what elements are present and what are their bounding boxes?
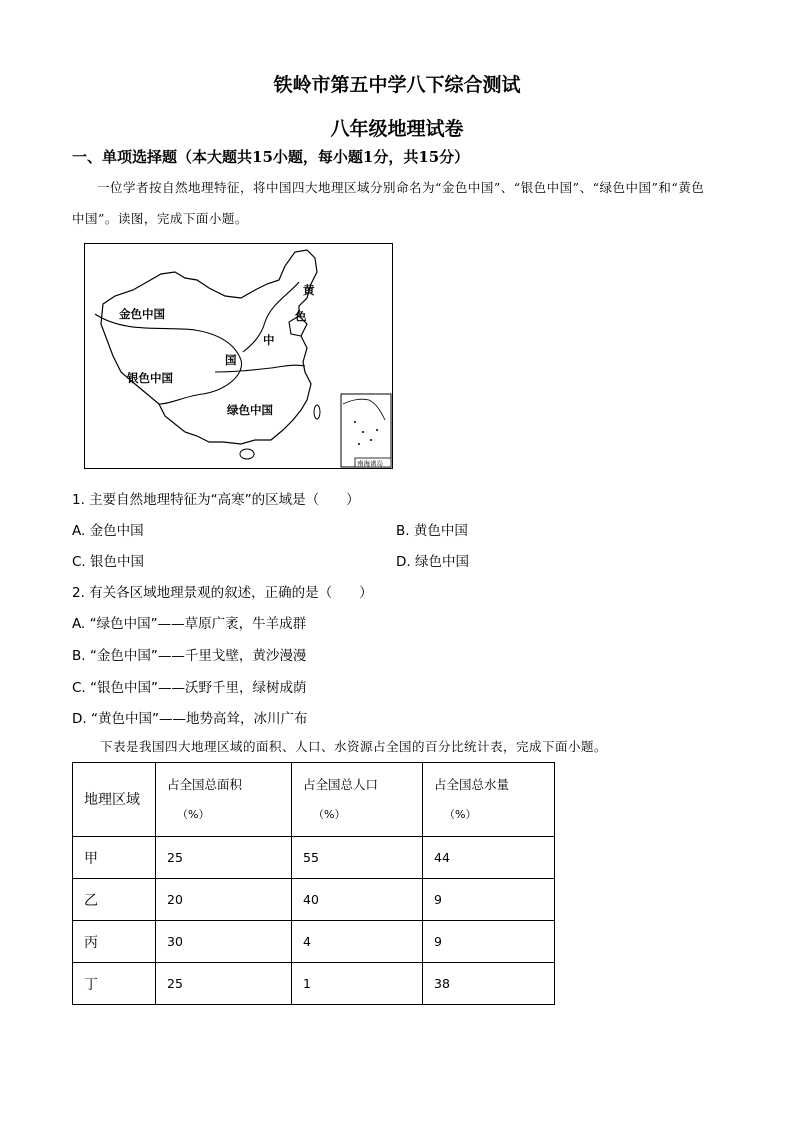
cell-water: 9 bbox=[423, 879, 555, 921]
label-yellow-char2: 色 bbox=[295, 309, 307, 323]
cell-population: 1 bbox=[292, 963, 423, 1005]
china-outline bbox=[101, 250, 317, 444]
header-area-label: 占全国总面积 bbox=[167, 776, 243, 792]
q1-option-c[interactable]: C. 银色中国 bbox=[72, 554, 145, 570]
cell-area: 25 bbox=[156, 837, 292, 879]
label-silver-china: 银色中国 bbox=[127, 371, 173, 385]
table-header-row bbox=[73, 763, 555, 837]
q2-option-b[interactable]: B. “金色中国”——千里戈壁，黄沙漫漫 bbox=[72, 648, 307, 664]
cell-region: 甲 bbox=[73, 837, 156, 879]
q1-option-a[interactable]: A. 金色中国 bbox=[72, 523, 144, 539]
header-population-label: 占全国总人口 bbox=[303, 776, 379, 792]
exam-subtitle: 八年级地理试卷 bbox=[330, 118, 464, 140]
cell-area: 25 bbox=[156, 963, 292, 1005]
cell-population: 4 bbox=[292, 921, 423, 963]
map-svg bbox=[85, 244, 392, 468]
label-yellow-char1: 黄 bbox=[303, 283, 315, 297]
header-region: 地理区域 bbox=[73, 763, 156, 837]
gold-region-boundary bbox=[95, 314, 241, 360]
q2-option-c[interactable]: C. “银色中国”——沃野千里，绿树成荫 bbox=[72, 680, 307, 696]
header-population bbox=[292, 763, 423, 837]
region-stats-table bbox=[72, 762, 555, 1005]
header-water bbox=[423, 763, 555, 837]
header-area-unit: （%） bbox=[177, 807, 210, 821]
table-row bbox=[73, 879, 555, 921]
inset-label: 南海诸岛 bbox=[357, 459, 383, 468]
taiwan-island bbox=[314, 405, 320, 419]
cell-region: 乙 bbox=[73, 879, 156, 921]
cell-area: 30 bbox=[156, 921, 292, 963]
q2-option-d[interactable]: D. “黄色中国”——地势高耸，冰川广布 bbox=[72, 711, 308, 727]
china-regions-map bbox=[84, 243, 393, 469]
q1-stem: 1. 主要自然地理特征为“高寒”的区域是（ ） bbox=[72, 492, 360, 508]
south-sea-inset bbox=[341, 394, 391, 467]
section-heading: 一、单项选择题（本大题共15小题，每小题1分，共15分） bbox=[72, 148, 470, 166]
label-yellow-char3: 中 bbox=[263, 333, 275, 347]
label-yellow-char4: 国 bbox=[225, 353, 237, 367]
table-row bbox=[73, 963, 555, 1005]
header-area bbox=[156, 763, 292, 837]
table-row bbox=[73, 921, 555, 963]
q2-option-a[interactable]: A. “绿色中国”——草原广袤，牛羊成群 bbox=[72, 616, 307, 632]
cell-population: 40 bbox=[292, 879, 423, 921]
q1-option-d[interactable]: D. 绿色中国 bbox=[396, 554, 469, 570]
cell-region: 丁 bbox=[73, 963, 156, 1005]
header-water-label: 占全国总水量 bbox=[434, 776, 510, 792]
exam-title: 铁岭市第五中学八下综合测试 bbox=[273, 74, 521, 96]
q2-stem: 2. 有关各区域地理景观的叙述，正确的是（ ） bbox=[72, 585, 373, 601]
cell-population: 55 bbox=[292, 837, 423, 879]
header-water-unit: （%） bbox=[444, 807, 477, 821]
table-row bbox=[73, 837, 555, 879]
cell-water: 38 bbox=[423, 963, 555, 1005]
q1-option-b[interactable]: B. 黄色中国 bbox=[396, 523, 468, 539]
cell-water: 9 bbox=[423, 921, 555, 963]
hainan-island bbox=[240, 449, 254, 459]
cell-water: 44 bbox=[423, 837, 555, 879]
table-lead-text: 下表是我国四大地理区域的面积、人口、水资源占全国的百分比统计表，完成下面小题。 bbox=[100, 739, 608, 754]
label-green-china: 绿色中国 bbox=[227, 403, 273, 417]
header-population-unit: （%） bbox=[313, 807, 346, 821]
cell-area: 20 bbox=[156, 879, 292, 921]
intro-paragraph: 一位学者按自然地理特征，将中国四大地理区域分别命名为“金色中国”、“银色中国”、“绿色中国”和“黄色中国”。读图，完成下面小题。 bbox=[72, 180, 705, 226]
label-gold-china: 金色中国 bbox=[119, 307, 165, 321]
cell-region: 丙 bbox=[73, 921, 156, 963]
